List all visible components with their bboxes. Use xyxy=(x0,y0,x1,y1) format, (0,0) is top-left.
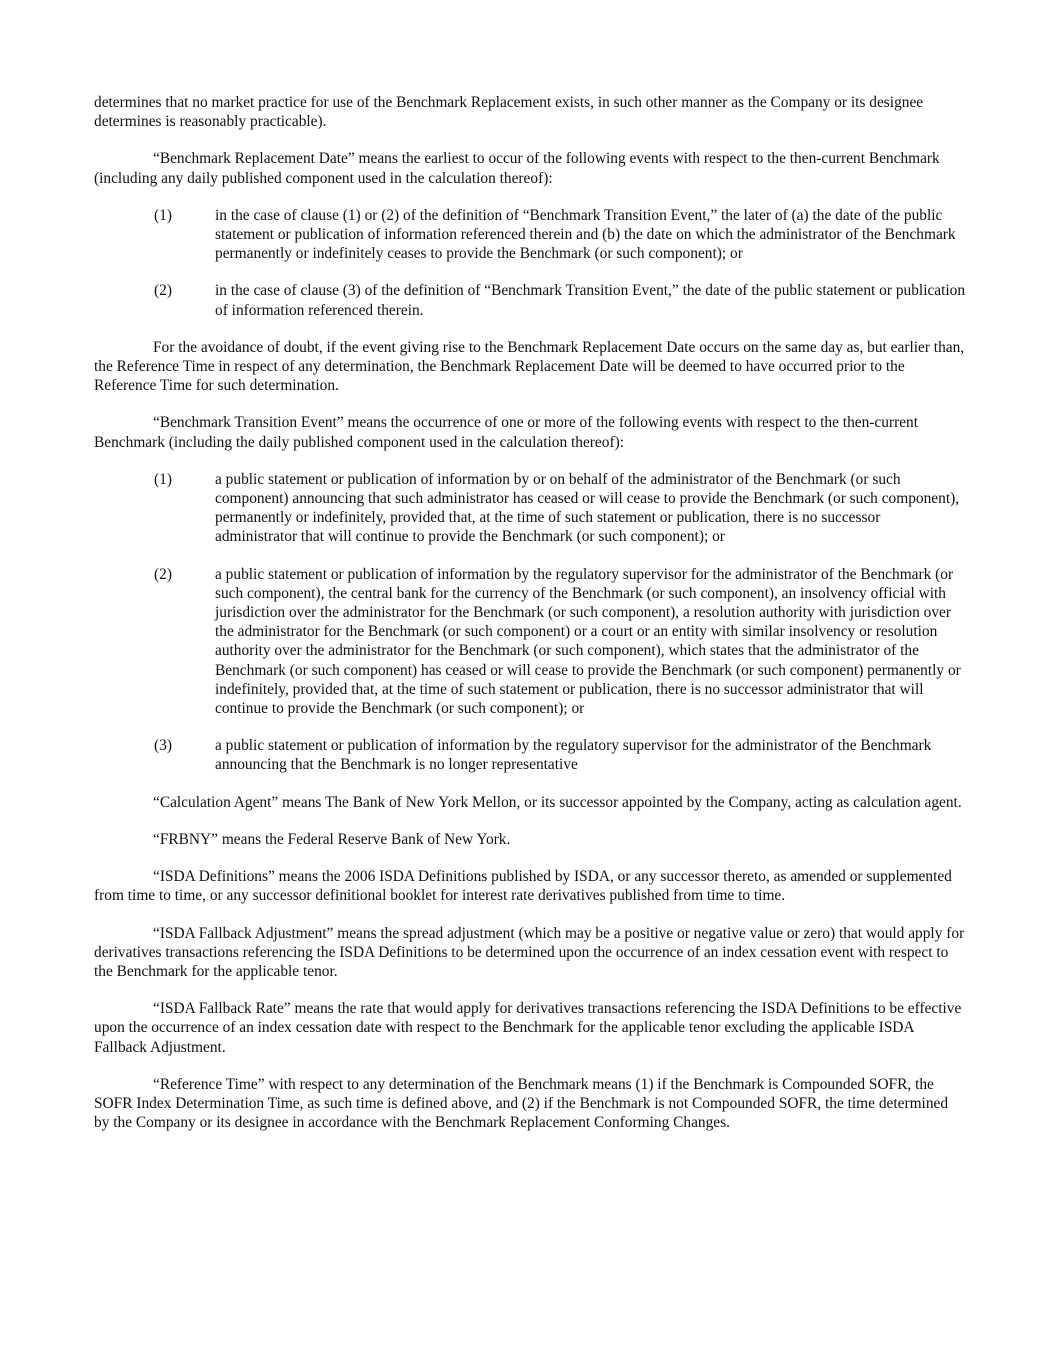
list-item xyxy=(94,565,966,719)
list-item xyxy=(94,736,966,774)
definition-benchmark-replacement-date: “Benchmark Replacement Date” means the earliest to occur of the following events with respect to the then-current Benchmark (including any daily published component used in the calculation thereof): xyxy=(94,150,940,187)
definition-reference-time: “Reference Time” with respect to any determination of the Benchmark means (1) if the Benchmark is Compounded SOFR, the SOFR Index Determination Time, as such time is defined above, and (2) if the Benchmark is not Compounded SOFR, the time determined by the Company or its designee in accordance with the Benchmark Replacement Conforming Changes. xyxy=(94,1075,949,1132)
document-page xyxy=(94,93,966,1150)
list-text: in the case of clause (1) or (2) of the definition of “Benchmark Transition Event,” the later of (a) the date of the public statement or publication of information referenced therein and (b) the date on which the administrator of the Benchmark permanently or indefinitely ceases to provide the Benchmark (or such component); or xyxy=(215,206,956,263)
list-text: a public statement or publication of information by or on behalf of the administrator of the Benchmark (or such component) announcing that such administrator has ceased or will cease to provide the Benchmark (or such component), permanently or indefinitely, provided that, at the time of such statement or publication, there is no successor administrator that will continue to provide the Benchmark (or such component); or xyxy=(215,470,960,546)
list-item xyxy=(94,470,966,547)
definition-isda-definitions: “ISDA Definitions” means the 2006 ISDA Definitions published by ISDA, or any successor thereto, as amended or supplemented from time to time, or any successor definitional booklet for interest rate derivatives published from time to time. xyxy=(94,868,952,905)
paragraph-continuation: determines that no market practice for use of the Benchmark Replacement exists, in such other manner as the Company or its designee determines is reasonably practicable). xyxy=(94,94,924,131)
definition-frbny: “FRBNY” means the Federal Reserve Bank of New York. xyxy=(153,830,511,848)
definition-calculation-agent: “Calculation Agent” means The Bank of New York Mellon, or its successor appointed by the Company, acting as calculation agent. xyxy=(153,793,962,811)
paragraph-avoidance-of-doubt: For the avoidance of doubt, if the event giving rise to the Benchmark Replacement Date occurs on the same day as, but earlier than, the Reference Time in respect of any determination, the Benchmark Replacement Date will be deemed to have occurred prior to the Reference Time for such determination. xyxy=(94,338,965,395)
list-text: in the case of clause (3) of the definition of “Benchmark Transition Event,” the date of the public statement or publication of information referenced therein. xyxy=(215,282,966,319)
list-item xyxy=(94,206,966,264)
list-text: a public statement or publication of information by the regulatory supervisor for the administrator of the Benchmark announcing that the Benchmark is no longer representative xyxy=(215,737,932,774)
list-number: (2) xyxy=(154,565,172,583)
list-number: (2) xyxy=(154,282,172,300)
list-text: a public statement or publication of information by the regulatory supervisor for the administrator of the Benchmark (or such component), the central bank for the currency of the Benchmark (or such component), an insolvency official with jurisdiction over the administrator for the Benchmark (or such component), a resolution authority with jurisdiction over the administrator for the Benchmark (or such component) or a court or an entity with similar insolvency or resolution authority over the administrator for the Benchmark (or such component), which states that the administrator of the Benchmark (or such component) has ceased or will cease to provide the Benchmark (or such component) permanently or indefinitely, provided that, at the time of such statement or publication, there is no successor administrator that will continue to provide the Benchmark (or such component); or xyxy=(215,565,961,718)
definition-benchmark-transition-event: “Benchmark Transition Event” means the occurrence of one or more of the following events with respect to the then-current Benchmark (including the daily published component used in the calculation thereof): xyxy=(94,414,919,451)
list-item xyxy=(94,281,966,319)
definition-isda-fallback-adjustment: “ISDA Fallback Adjustment” means the spread adjustment (which may be a positive or negative value or zero) that would apply for derivatives transactions referencing the ISDA Definitions to be determined upon the occurrence of an index cessation event with respect to the Benchmark for the applicable tenor. xyxy=(94,924,965,980)
list-number: (3) xyxy=(154,737,172,755)
definition-isda-fallback-rate: “ISDA Fallback Rate” means the rate that would apply for derivatives transactions referencing the ISDA Definitions to be effective upon the occurrence of an index cessation date with respect to the Benchmark for the applicable tenor excluding the applicable ISDA Fallback Adjustment. xyxy=(94,1000,962,1056)
list-number: (1) xyxy=(154,470,172,488)
list-number: (1) xyxy=(154,206,172,224)
